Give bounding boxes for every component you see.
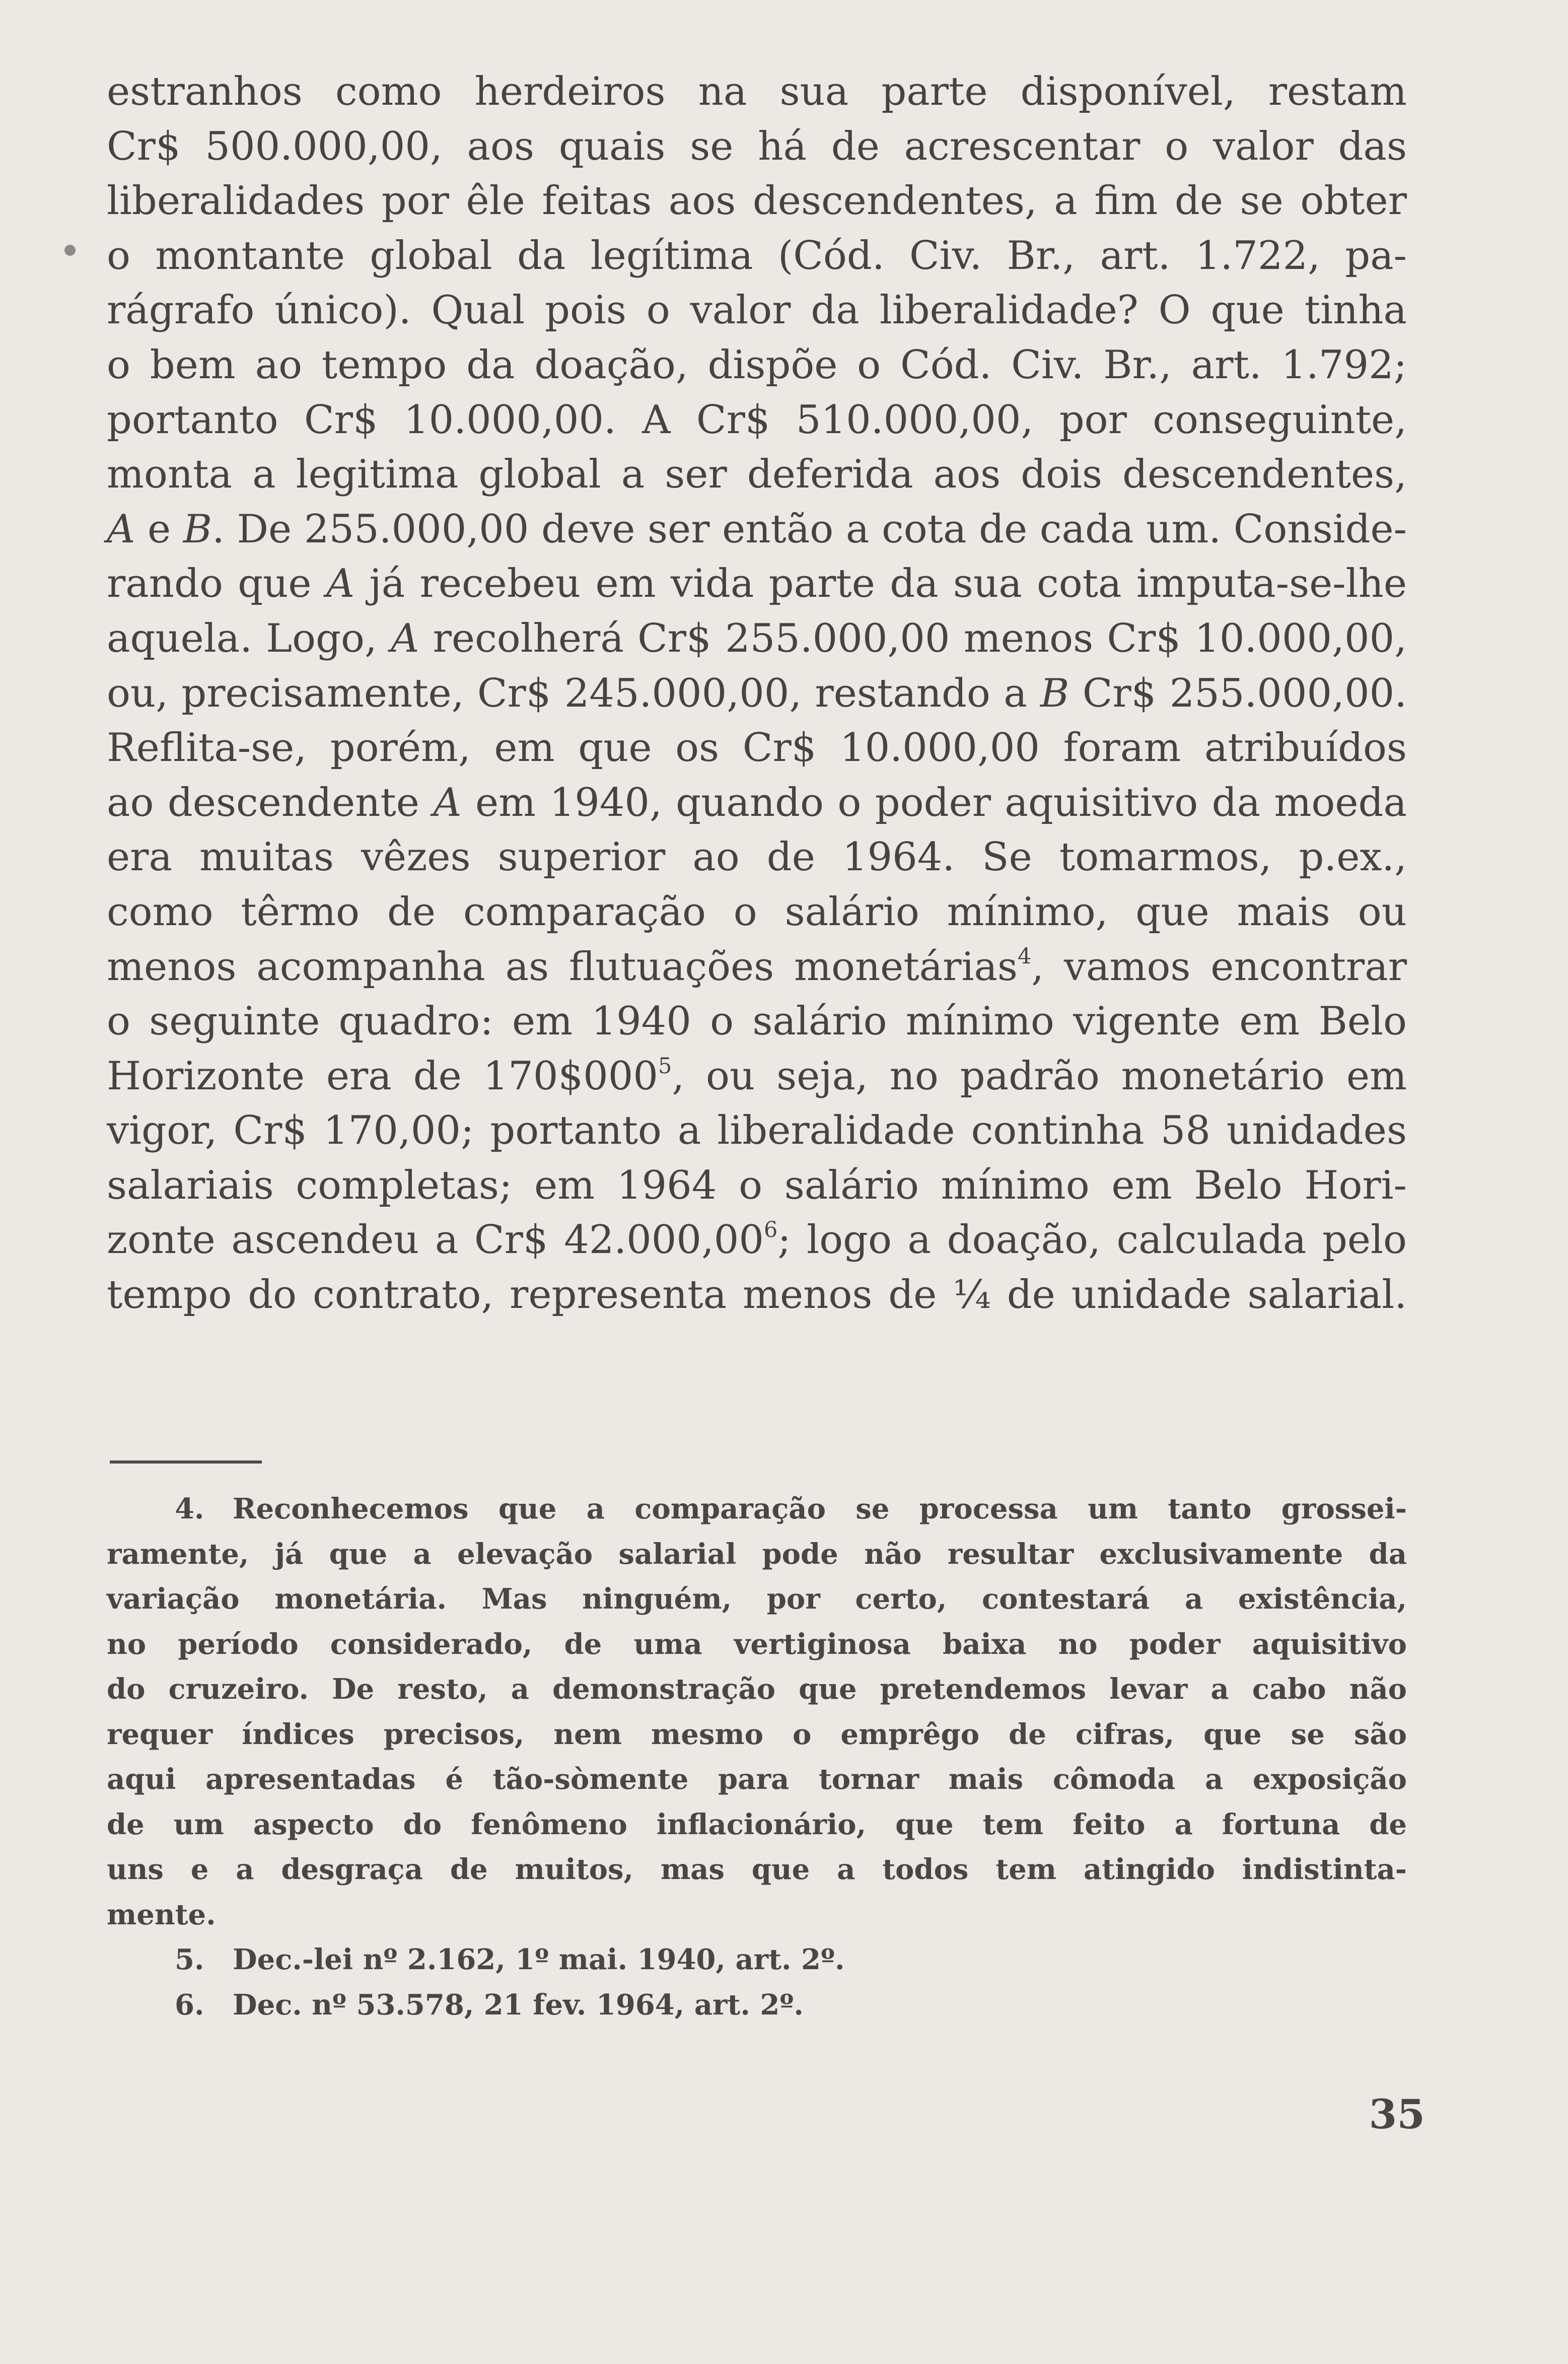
italic-variable: B	[1040, 670, 1070, 716]
body-line	[107, 502, 1407, 557]
body-line	[107, 1049, 1407, 1104]
italic-variable: A	[391, 615, 419, 661]
footnote-line	[107, 1757, 1407, 1802]
text-run: recolherá Cr$ 255.000,00 menos Cr$ 10.000,00,	[419, 615, 1407, 661]
body-line	[107, 940, 1407, 995]
body-line	[107, 994, 1407, 1049]
footnote-line	[107, 1893, 1407, 1938]
text-run: rágrafo único). Qual pois o valor da liberalidade? O que tinha	[107, 288, 1407, 333]
footnote-text: mente.	[107, 1898, 216, 1931]
body-line	[107, 174, 1407, 229]
text-run: Cr$ 500.000,00, aos quais se há de acrescentar o valor das	[107, 123, 1407, 169]
body-line	[107, 611, 1407, 666]
body-line	[107, 283, 1407, 338]
footnote-text: Dec.-lei nº 2.162, 1º mai. 1940, art. 2º.	[233, 1943, 845, 1976]
footnote-line	[107, 1983, 1407, 2028]
text-run: estranhos como herdeiros na sua parte disponível, restam	[107, 69, 1407, 114]
footnote-reference: 4	[1017, 944, 1032, 969]
body-line	[107, 64, 1407, 119]
text-run: Cr$ 255.000,00.	[1069, 670, 1407, 716]
text-run: . De 255.000,00 deve ser então a cota de cada um. Conside-	[212, 506, 1407, 552]
body-line	[107, 447, 1407, 502]
text-run: e	[135, 506, 183, 552]
text-run: monta a legitima global a ser deferida aos dois descendentes,	[107, 452, 1407, 498]
text-run: , ou seja, no padrão monetário em	[672, 1053, 1407, 1099]
text-run: o bem ao tempo da doação, dispõe o Cód. Civ. Br., art. 1.792;	[107, 342, 1407, 388]
footnote-text: requer índices precisos, nem mesmo o emprêgo de cifras, que se são	[107, 1717, 1407, 1751]
footnote-text: Dec. nº 53.578, 21 fev. 1964, art. 2º.	[233, 1988, 804, 2022]
footnote-line	[107, 1667, 1407, 1712]
text-run: salariais completas; em 1964 o salário mínimo em Belo Hori-	[107, 1162, 1407, 1208]
italic-variable: A	[107, 506, 135, 552]
body-line	[107, 666, 1407, 721]
footnote-line	[107, 1712, 1407, 1758]
body-line	[107, 776, 1407, 830]
footnote-text: do cruzeiro. De resto, a demonstração que pretendemos levar a cabo não	[107, 1673, 1407, 1706]
body-line	[107, 885, 1407, 940]
text-run: aquela. Logo,	[107, 615, 391, 661]
body-line	[107, 1158, 1407, 1213]
footnote-line	[107, 1622, 1407, 1667]
body-paragraph	[107, 64, 1407, 1323]
footnote-text: variação monetária. Mas ninguém, por certo, contestará a existência,	[107, 1582, 1407, 1616]
text-run: já recebeu em vida parte da sua cota imputa-se-lhe	[354, 561, 1407, 607]
footnote-line	[107, 1577, 1407, 1622]
footnote-line	[107, 1532, 1407, 1577]
text-run: ao descendente	[107, 780, 434, 825]
body-line	[107, 1213, 1407, 1268]
italic-variable: A	[326, 561, 355, 607]
footnote-text: aqui apresentadas é tão-sòmente para tornar mais cômoda a exposição	[107, 1763, 1407, 1796]
text-run: menos acompanha as flutuações monetárias	[107, 944, 1018, 990]
footnote-text: Reconhecemos que a comparação se processa um tanto grossei-	[233, 1492, 1407, 1525]
italic-variable: B	[183, 506, 212, 552]
body-line	[107, 721, 1407, 776]
footnote-line	[107, 1847, 1407, 1893]
text-run: Horizonte era de 170$000	[107, 1053, 659, 1099]
footnote-number: 5.	[175, 1943, 204, 1976]
footnote-text: de um aspecto do fenômeno inflacionário, que tem feito a fortuna de	[107, 1807, 1407, 1841]
text-run: , vamos encontrar	[1031, 944, 1407, 990]
footnote-line	[107, 1937, 1407, 1983]
footnote-number: 4.	[175, 1492, 204, 1525]
footnote-text: no período considerado, de uma vertiginosa baixa no poder aquisitivo	[107, 1627, 1407, 1661]
body-line	[107, 338, 1407, 393]
italic-variable: A	[433, 780, 462, 825]
footnote-line	[107, 1802, 1407, 1848]
body-line	[107, 1103, 1407, 1158]
footnote-reference: 6	[764, 1217, 778, 1243]
body-line	[107, 229, 1407, 284]
text-run: zonte ascendeu a Cr$ 42.000,00	[107, 1217, 764, 1263]
page-number: 35	[1369, 2091, 1425, 2138]
footnotes	[107, 1487, 1407, 2028]
body-line	[107, 557, 1407, 611]
body-line	[107, 1268, 1407, 1323]
text-run: o montante global da legítima (Cód. Civ. Br., art. 1.722, pa-	[107, 233, 1407, 279]
text-run: Reflita-se, porém, em que os Cr$ 10.000,00 foram atribuídos	[107, 725, 1407, 771]
body-line	[107, 393, 1407, 448]
text-run: em 1940, quando o poder aquisitivo da moeda	[461, 780, 1407, 825]
body-line	[107, 830, 1407, 885]
text-run: como têrmo de comparação o salário mínimo, que mais ou	[107, 889, 1407, 935]
text-run: rando que	[107, 561, 326, 607]
footnote-text: ramente, já que a elevação salarial pode não resultar exclusivamente da	[107, 1537, 1407, 1571]
text-run: ou, precisamente, Cr$ 245.000,00, restando a	[107, 670, 1041, 716]
text-run: tempo do contrato, representa menos de ¼ de unidade salarial.	[107, 1272, 1407, 1318]
footnote-text: uns e a desgraça de muitos, mas que a todos tem atingido indistinta-	[107, 1853, 1407, 1886]
footnote-line	[107, 1487, 1407, 1532]
text-run: liberalidades por êle feitas aos descendentes, a fim de se obter	[107, 178, 1407, 224]
scan-speck	[64, 245, 76, 256]
text-run: ; logo a doação, calculada pelo	[777, 1217, 1407, 1263]
footnote-reference: 5	[658, 1053, 672, 1079]
text-run: portanto Cr$ 10.000,00. A Cr$ 510.000,00, por conseguinte,	[107, 397, 1407, 443]
footnote-number: 6.	[175, 1988, 204, 2022]
text-run: o seguinte quadro: em 1940 o salário mínimo vigente em Belo	[107, 999, 1407, 1045]
footnote-separator-rule	[110, 1461, 262, 1464]
body-line	[107, 119, 1407, 174]
text-run: era muitas vêzes superior ao de 1964. Se tomarmos, p.ex.,	[107, 835, 1407, 880]
text-run: vigor, Cr$ 170,00; portanto a liberalidade continha 58 unidades	[107, 1108, 1407, 1154]
